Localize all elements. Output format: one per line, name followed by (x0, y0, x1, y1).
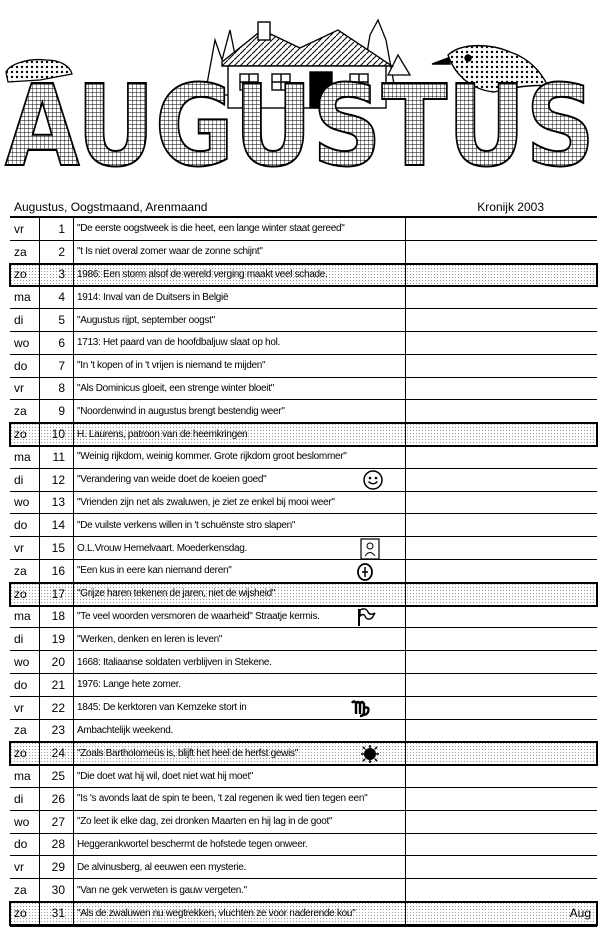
day-name (10, 606, 40, 628)
day-number (40, 309, 74, 331)
calendar-row (10, 423, 597, 446)
day-name (10, 309, 40, 331)
day-number (40, 492, 74, 514)
day-saying (74, 309, 406, 331)
day-number (40, 514, 74, 536)
day-saying-text: "Als Dominicus gloeit, een strenge winter bloeit" (77, 382, 274, 394)
day-number-text: 14 (51, 518, 65, 533)
day-note (406, 811, 597, 833)
day-note (406, 423, 597, 445)
day-name (10, 537, 40, 559)
day-name (10, 674, 40, 696)
day-note (406, 606, 597, 628)
day-note (406, 628, 597, 650)
day-saying-text: "Van ne gek verweten is gauw vergeten." (77, 884, 247, 896)
calendar-row (10, 309, 597, 332)
day-note (406, 879, 597, 901)
day-number (40, 902, 74, 925)
day-note (406, 514, 597, 536)
day-note-text: Aug (569, 906, 591, 921)
day-name-text: di (14, 313, 24, 328)
day-name (10, 788, 40, 810)
day-number-text: 8 (58, 381, 65, 396)
day-saying (74, 378, 406, 400)
calendar-row (10, 332, 597, 355)
day-number-text: 18 (51, 609, 65, 624)
day-saying (74, 879, 406, 901)
day-name-text: vr (14, 381, 24, 396)
day-note (406, 720, 597, 742)
calendar-row (10, 514, 597, 537)
day-saying (74, 264, 406, 286)
day-note (406, 309, 597, 331)
day-number-text: 20 (51, 655, 65, 670)
day-name (10, 583, 40, 605)
day-name (10, 492, 40, 514)
calendar-row (10, 241, 597, 264)
day-saying-text: O.L.Vrouw Hemelvaart. Moederkensdag. (77, 542, 248, 554)
day-note (406, 902, 597, 925)
day-name-text: za (14, 723, 27, 738)
calendar-row (10, 560, 597, 583)
day-saying-text: "De vuilste verkens willen in 't schuënste stro slapen" (77, 519, 296, 531)
day-number-text: 10 (51, 427, 65, 442)
day-saying-text: "Te veel woorden versmoren de waarheid" Straatje kermis. (77, 610, 320, 622)
day-number (40, 811, 74, 833)
mother-picture-icon (360, 538, 380, 560)
day-name-text: di (14, 472, 24, 487)
day-number (40, 720, 74, 742)
day-number (40, 697, 74, 719)
day-saying (74, 902, 406, 925)
chronicle-label: Kronijk 2003 (477, 200, 544, 214)
day-number-text: 22 (51, 700, 65, 715)
day-name-text: vr (14, 541, 24, 556)
calendar-row (10, 811, 597, 834)
day-number-text: 4 (58, 290, 65, 305)
day-name (10, 423, 40, 445)
day-number-text: 23 (51, 723, 65, 738)
day-number-text: 9 (58, 404, 65, 419)
calendar-row (10, 674, 597, 697)
calendar-row (10, 400, 597, 423)
day-name-text: wo (14, 814, 30, 829)
calendar-row (10, 742, 597, 765)
day-number (40, 423, 74, 445)
day-number (40, 218, 74, 240)
day-number (40, 583, 74, 605)
day-number (40, 355, 74, 377)
day-saying (74, 720, 406, 742)
day-number-text: 6 (58, 335, 65, 350)
day-number (40, 674, 74, 696)
day-number-text: 16 (51, 563, 65, 578)
day-name-text: ma (14, 769, 31, 784)
day-number-text: 26 (51, 791, 65, 806)
day-number-text: 21 (51, 677, 65, 692)
day-number (40, 879, 74, 901)
day-saying (74, 788, 406, 810)
calendar-row (10, 697, 597, 720)
day-name-text: wo (14, 495, 30, 510)
day-name-text: do (14, 358, 28, 373)
day-name-text: za (14, 563, 27, 578)
day-name-text: do (14, 677, 28, 692)
calendar-row (10, 879, 597, 902)
day-saying-text: De alvinusberg, al eeuwen een mysterie. (77, 861, 246, 873)
day-name (10, 651, 40, 673)
calendar-row (10, 537, 597, 560)
day-note (406, 697, 597, 719)
day-name-text: zo (14, 267, 27, 282)
day-saying (74, 218, 406, 240)
day-name (10, 355, 40, 377)
day-name-text: vr (14, 221, 24, 236)
day-number-text: 29 (51, 860, 65, 875)
calendar-row (10, 651, 597, 674)
day-name (10, 378, 40, 400)
day-name (10, 446, 40, 468)
day-saying (74, 514, 406, 536)
day-name-text: di (14, 791, 24, 806)
day-note (406, 218, 597, 240)
day-saying (74, 834, 406, 856)
day-note (406, 537, 597, 559)
day-number-text: 13 (51, 495, 65, 510)
calendar-row (10, 469, 597, 492)
day-note (406, 378, 597, 400)
day-saying-text: "De eerste oogstweek is die heet, een lange winter staat gereed" (77, 223, 345, 235)
day-number (40, 651, 74, 673)
day-saying (74, 742, 406, 764)
day-name (10, 811, 40, 833)
day-number (40, 856, 74, 878)
calendar-row (10, 765, 597, 788)
day-name (10, 697, 40, 719)
day-name-text: vr (14, 700, 24, 715)
day-name-text: zo (14, 746, 27, 761)
day-saying (74, 651, 406, 673)
day-note (406, 355, 597, 377)
day-name (10, 834, 40, 856)
day-saying (74, 400, 406, 422)
day-name-text: wo (14, 655, 30, 670)
day-name (10, 628, 40, 650)
calendar-row (10, 902, 597, 925)
day-saying (74, 423, 406, 445)
day-number (40, 264, 74, 286)
day-saying (74, 856, 406, 878)
day-note (406, 765, 597, 787)
sun-moon-icon (360, 745, 380, 763)
day-saying-text: "Vrienden zijn net als zwaluwen, je ziet ze enkel bij mooi weer" (77, 496, 335, 508)
day-name (10, 765, 40, 787)
day-name-text: ma (14, 290, 31, 305)
smiley-icon (362, 469, 384, 491)
day-note (406, 241, 597, 263)
day-number (40, 537, 74, 559)
day-note (406, 469, 597, 491)
day-saying-text: "Noordenwind in augustus brengt bestendig weer" (77, 405, 285, 417)
calendar-row (10, 446, 597, 469)
day-name-text: za (14, 883, 27, 897)
day-name-text: ma (14, 449, 31, 464)
day-saying-text: Ambachtelijk weekend. (77, 724, 173, 736)
day-saying (74, 492, 406, 514)
day-number (40, 765, 74, 787)
day-name (10, 264, 40, 286)
day-saying-text: "Augustus rijpt, september oogst" (77, 314, 215, 326)
calendar-row (10, 355, 597, 378)
day-number-text: 3 (58, 267, 65, 282)
calendar-row (10, 788, 597, 811)
banner-title: AUGUSTUS (5, 62, 595, 192)
day-saying-text: "t Is niet overal zomer waar de zonne schijnt" (77, 246, 263, 258)
day-number (40, 834, 74, 856)
day-number-text: 11 (52, 449, 65, 464)
day-number-text: 28 (51, 837, 65, 852)
day-saying-text: "Verandering van weide doet de koeien goed" (77, 474, 267, 486)
day-name (10, 241, 40, 263)
day-name-text: ma (14, 609, 31, 624)
calendar-row (10, 492, 597, 515)
day-name-text: zo (14, 427, 27, 442)
day-number (40, 286, 74, 308)
day-number-text: 12 (51, 472, 65, 487)
day-number-text: 17 (51, 586, 65, 601)
day-number (40, 241, 74, 263)
day-saying-text: "Is 's avonds laat de spin te been, 't zal regenen ik wed tien tegen een" (77, 793, 368, 805)
day-saying-text: "Als de zwaluwen nu wegtrekken, vluchten ze voor naderende kou" (77, 907, 356, 919)
day-saying (74, 628, 406, 650)
day-saying (74, 674, 406, 696)
calendar-row (10, 378, 597, 401)
day-saying-text: "Zoals Bartholomeüs is, blijft het heel de herfst gewis" (77, 747, 298, 759)
calendar-row (10, 583, 597, 606)
day-saying-text: "Een kus in eere kan niemand deren" (77, 565, 232, 577)
day-saying (74, 355, 406, 377)
day-note (406, 674, 597, 696)
day-number (40, 400, 74, 422)
day-name (10, 902, 40, 925)
day-note (406, 286, 597, 308)
calendar-table (10, 216, 597, 927)
day-note (406, 332, 597, 354)
day-saying (74, 446, 406, 468)
day-name-text: zo (14, 586, 27, 601)
calendar-row (10, 218, 597, 241)
day-name-text: vr (14, 860, 24, 875)
day-note (406, 560, 597, 582)
day-saying-text: "Werken, denken en leren is leven" (77, 633, 223, 645)
day-saying-text: H. Laurens, patroon van de heemkringen (77, 428, 248, 440)
day-saying-text: 1914: Inval van de Duitsers in België (77, 291, 229, 303)
calendar-row (10, 834, 597, 857)
day-name-text: zo (14, 906, 27, 921)
day-saying (74, 286, 406, 308)
day-number-text: 1 (58, 221, 65, 236)
day-number-text: 5 (58, 313, 65, 328)
day-saying-text: "Grijze haren tekenen de jaren, niet de wijsheid" (77, 588, 276, 600)
calendar-row (10, 286, 597, 309)
day-note (406, 492, 597, 514)
day-number (40, 469, 74, 491)
day-name-text: wo (14, 335, 30, 350)
banner-artwork (0, 0, 601, 200)
day-saying-text: 1713: Het paard van de hoofdbaljuw slaat op hol. (77, 337, 280, 349)
day-number (40, 628, 74, 650)
day-number-text: 24 (51, 746, 65, 761)
day-saying-text: Heggerankwortel beschermt de hofstede tegen onweer. (77, 838, 308, 850)
calendar-row (10, 720, 597, 743)
day-saying-text: 1845: De kerktoren van Kemzeke stort in (77, 702, 247, 714)
day-number-text: 15 (51, 541, 65, 556)
day-name (10, 218, 40, 240)
day-saying (74, 241, 406, 263)
day-name (10, 400, 40, 422)
day-saying (74, 811, 406, 833)
calendar-row (10, 264, 597, 287)
day-name (10, 856, 40, 878)
day-name-text: di (14, 632, 24, 647)
day-saying-text: 1986: Een storm alsof de wereld verging maakt veel schade. (77, 268, 328, 280)
day-number-text: 30 (51, 883, 65, 897)
day-note (406, 651, 597, 673)
day-number (40, 378, 74, 400)
day-number (40, 606, 74, 628)
day-name (10, 332, 40, 354)
day-saying (74, 583, 406, 605)
day-name-text: do (14, 837, 28, 852)
day-number (40, 446, 74, 468)
day-number-text: 31 (51, 906, 65, 921)
calendar-row (10, 628, 597, 651)
day-number-text: 7 (58, 358, 65, 373)
day-number (40, 742, 74, 764)
day-name-text: do (14, 518, 28, 533)
day-name (10, 514, 40, 536)
day-saying (74, 469, 406, 491)
day-name (10, 879, 40, 901)
day-saying-text: "Zo leet ik elke dag, zei dronken Maarten en hij lag in de goot" (77, 816, 333, 828)
day-note (406, 834, 597, 856)
day-number-text: 19 (51, 632, 65, 647)
calendar-row (10, 856, 597, 879)
heart-locket-icon (356, 561, 374, 581)
day-name-text: za (14, 244, 27, 259)
day-name-text: za (14, 404, 27, 419)
month-names: Augustus, Oogstmaand, Arenmaand (14, 200, 208, 214)
day-number (40, 788, 74, 810)
day-saying-text: "In 't kopen of in 't vrijen is niemand te mijden" (77, 360, 266, 372)
day-name (10, 560, 40, 582)
day-note (406, 856, 597, 878)
day-saying-text: "Die doet wat hij wil, doet niet wat hij moet" (77, 770, 254, 782)
day-saying (74, 332, 406, 354)
caption-line (14, 199, 596, 215)
day-saying-text: 1668: Italiaanse soldaten verblijven in Stekene. (77, 656, 272, 668)
day-saying (74, 765, 406, 787)
day-note (406, 400, 597, 422)
day-saying (74, 537, 406, 559)
day-number-text: 25 (51, 769, 65, 784)
day-note (406, 583, 597, 605)
day-name (10, 720, 40, 742)
day-number-text: 27 (51, 814, 65, 829)
virgo-sign-icon (350, 698, 372, 718)
day-name (10, 742, 40, 764)
day-number (40, 332, 74, 354)
day-name (10, 286, 40, 308)
day-note (406, 446, 597, 468)
day-note (406, 264, 597, 286)
day-number (40, 560, 74, 582)
day-saying-text: "Weinig rijkdom, weinig kommer. Grote rijkdom groot beslommer" (77, 451, 347, 463)
day-note (406, 788, 597, 810)
day-number-text: 2 (58, 244, 65, 259)
day-note (406, 742, 597, 764)
day-saying-text: 1976: Lange hete zomer. (77, 679, 181, 691)
header-banner (0, 0, 601, 200)
flag-icon (356, 607, 376, 627)
calendar-row (10, 606, 597, 629)
day-name (10, 469, 40, 491)
